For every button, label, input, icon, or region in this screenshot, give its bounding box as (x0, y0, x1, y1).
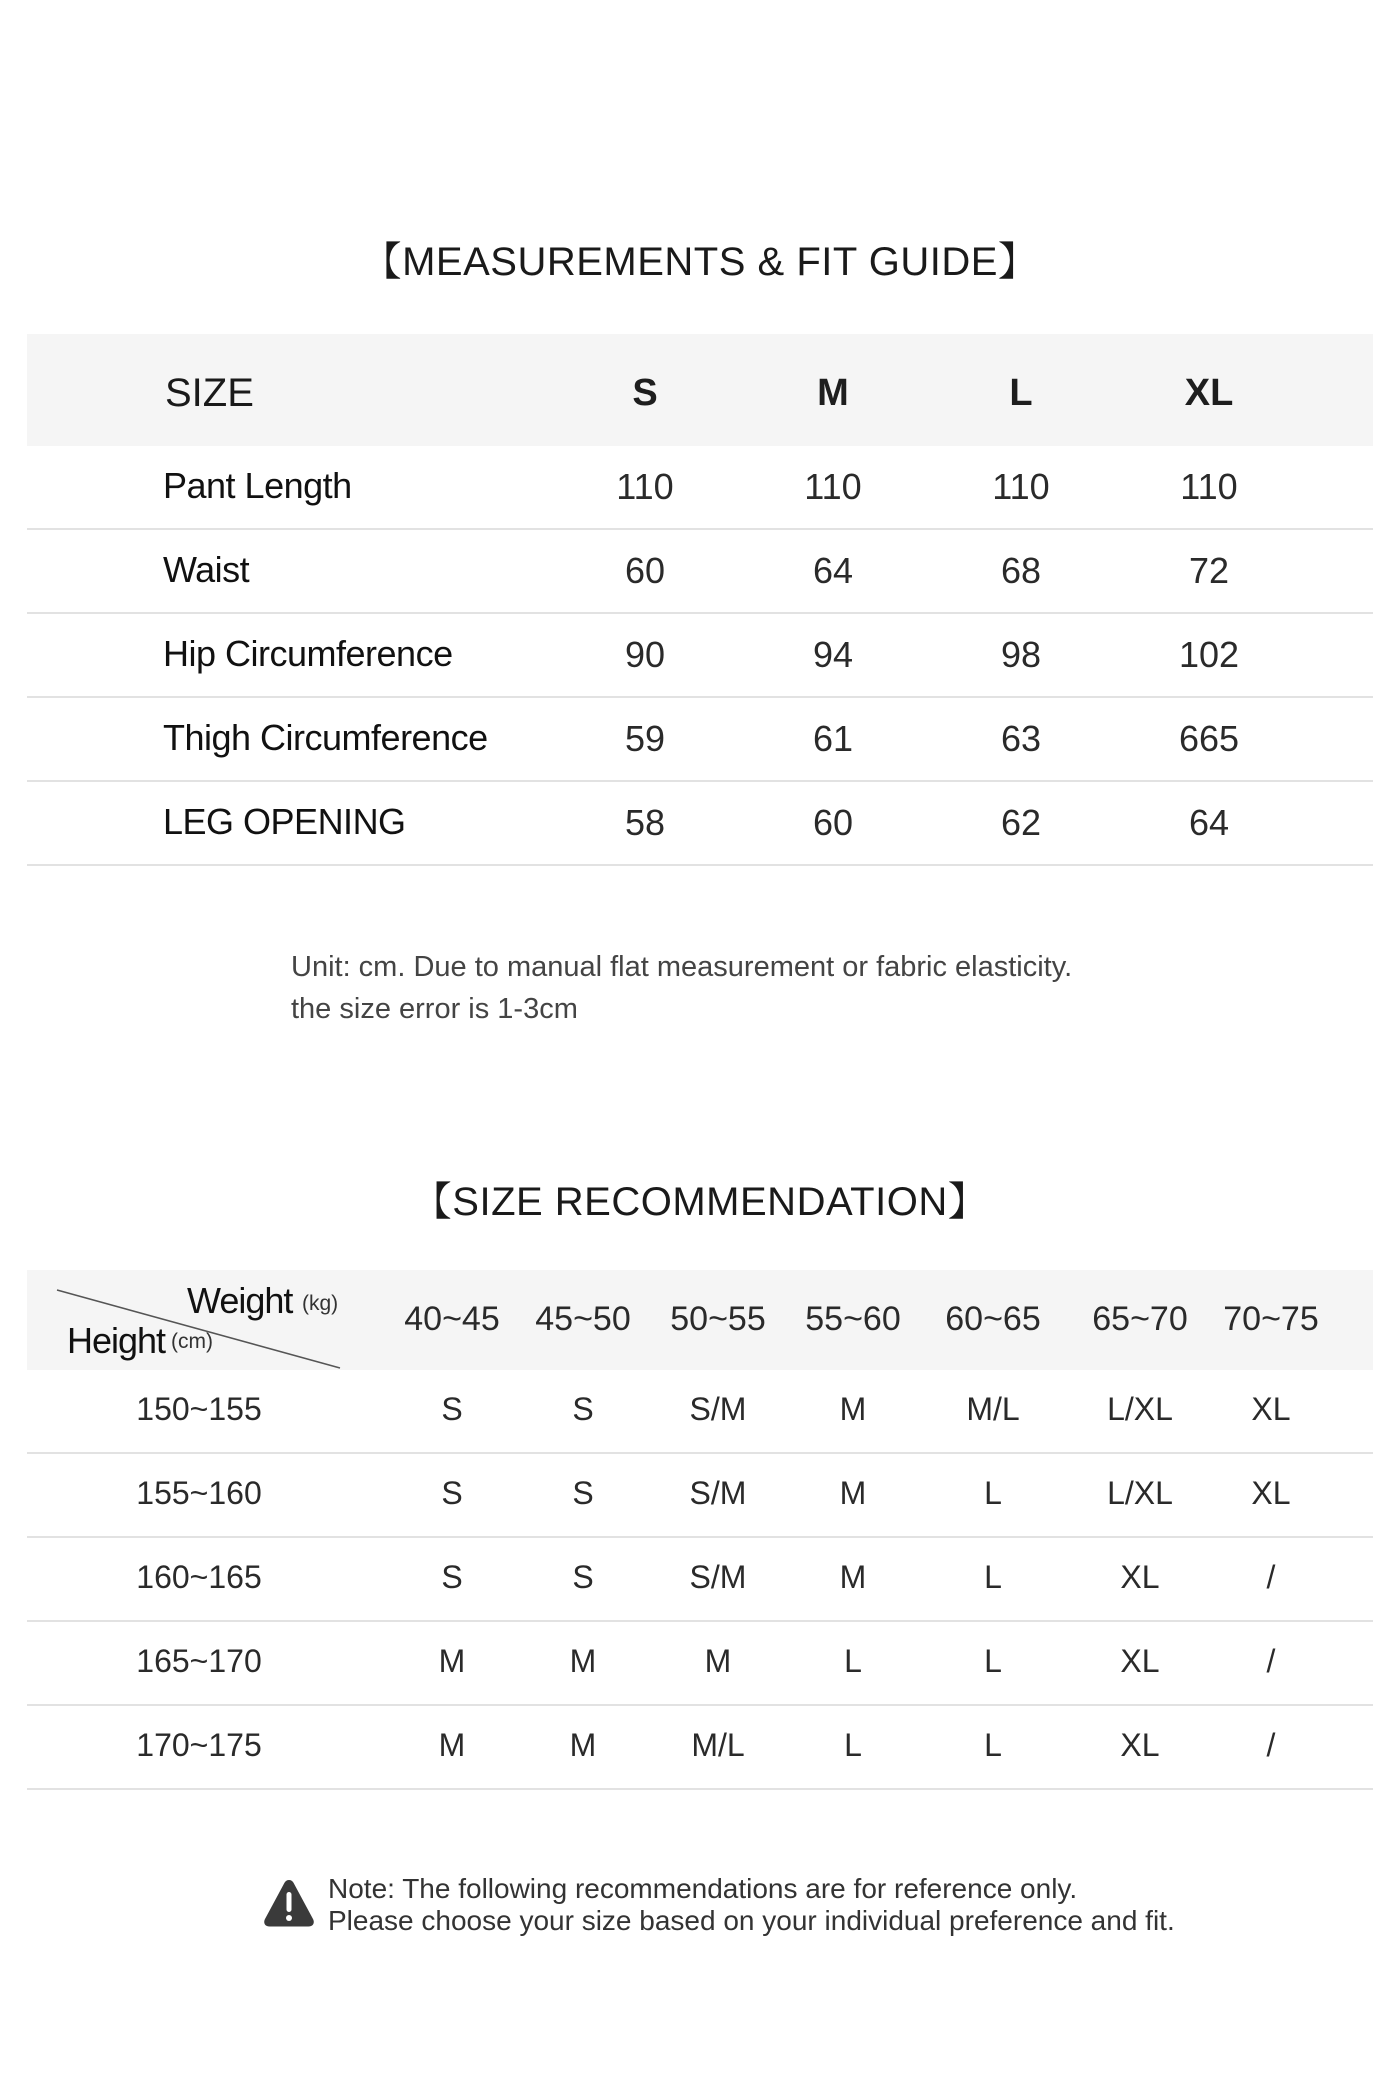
weight-range-header: 55~60 (805, 1300, 901, 1338)
height-range-cell: 150~155 (136, 1391, 262, 1427)
height-range-cell: 160~165 (136, 1559, 262, 1595)
note-line: Note: The following recommendations are for reference only. (328, 1873, 1078, 1904)
table-cell: 110 (992, 466, 1050, 507)
table-cell: M (569, 1727, 597, 1763)
table-cell: 58 (624, 802, 666, 843)
recommendation-table (27, 1270, 1373, 1790)
table-cell: 61 (812, 718, 854, 759)
table-cell: M (839, 1391, 867, 1427)
height-label: Height (67, 1320, 166, 1361)
recommendation-title: 【SIZE RECOMMENDATION】 (411, 1180, 989, 1224)
warning-icon (262, 1877, 316, 1929)
table-cell: S (572, 1391, 594, 1427)
weight-label: Weight (187, 1280, 293, 1321)
table-row (27, 1622, 1373, 1706)
height-unit: (cm) (171, 1330, 213, 1353)
note-line: Please choose your size based on your individual preference and fit. (328, 1905, 1175, 1936)
weight-range-header: 45~50 (535, 1300, 631, 1338)
weight-range-header: 40~45 (404, 1300, 500, 1338)
table-cell: L (844, 1727, 862, 1763)
height-range-cell: 155~160 (136, 1475, 262, 1511)
table-cell: M/L (966, 1391, 1020, 1427)
table-cell: M (839, 1559, 867, 1595)
table-cell: M (704, 1643, 732, 1679)
table-cell: M (839, 1475, 867, 1511)
table-row (27, 614, 1373, 698)
row-label: Waist (163, 549, 250, 590)
table-cell: 110 (1180, 466, 1238, 507)
size-header-m: M (817, 372, 849, 414)
table-row (27, 530, 1373, 614)
measurements-title: 【MEASUREMENTS & FIT GUIDE】 (361, 240, 1039, 284)
table-cell: S (572, 1559, 594, 1595)
height-range-cell: 165~170 (136, 1643, 262, 1679)
table-cell: S/M (689, 1475, 747, 1511)
table-cell: S/M (689, 1391, 747, 1427)
weight-range-header: 50~55 (670, 1300, 766, 1338)
table-cell: 62 (1000, 802, 1042, 843)
table-cell: 59 (624, 718, 666, 759)
table-cell: M/L (691, 1727, 745, 1763)
table-cell: 60 (624, 550, 666, 591)
table-cell: 94 (812, 634, 854, 675)
unit-note-line: Unit: cm. Due to manual flat measurement or fabric elasticity. (291, 951, 1073, 983)
table-cell: S (441, 1559, 463, 1595)
unit-note (291, 946, 1072, 1030)
table-cell: XL (1120, 1559, 1160, 1595)
table-row (27, 1454, 1373, 1538)
table-cell: L (844, 1643, 862, 1679)
table-cell: 68 (1000, 550, 1042, 591)
table-row (27, 698, 1373, 782)
table-cell: S (572, 1475, 594, 1511)
table-cell: / (1266, 1559, 1276, 1595)
size-header-label: SIZE (165, 371, 254, 415)
table-cell: L/XL (1107, 1475, 1173, 1511)
table-cell: XL (1120, 1643, 1160, 1679)
table-cell: M (438, 1643, 466, 1679)
table-cell: 90 (624, 634, 666, 675)
table-cell: / (1266, 1643, 1276, 1679)
table-cell: 110 (616, 466, 674, 507)
row-label: LEG OPENING (163, 801, 406, 842)
table-cell: S/M (689, 1559, 747, 1595)
table-row (27, 446, 1373, 530)
table-cell: 64 (1188, 802, 1230, 843)
table-cell: 60 (812, 802, 854, 843)
table-cell: 72 (1188, 550, 1230, 591)
recommendation-header-row (27, 1270, 1373, 1370)
table-cell: L (984, 1475, 1002, 1511)
size-header-l: L (1009, 372, 1033, 414)
weight-range-header: 60~65 (945, 1300, 1041, 1338)
table-cell: M (438, 1727, 466, 1763)
table-cell: L (984, 1727, 1002, 1763)
table-cell: 110 (804, 466, 862, 507)
measurements-table (27, 334, 1373, 866)
size-header-s: S (632, 372, 658, 414)
table-cell: XL (1251, 1391, 1291, 1427)
table-row (27, 1370, 1373, 1454)
table-cell: L (984, 1559, 1002, 1595)
table-row (27, 1538, 1373, 1622)
table-cell: 63 (1000, 718, 1042, 759)
row-label: Pant Length (163, 465, 352, 506)
table-row (27, 782, 1373, 866)
size-header-xl: XL (1184, 372, 1234, 414)
table-row (27, 1706, 1373, 1790)
table-cell: XL (1120, 1727, 1160, 1763)
weight-range-header: 70~75 (1223, 1300, 1319, 1338)
weight-range-header: 65~70 (1092, 1300, 1188, 1338)
table-cell: 64 (812, 550, 854, 591)
measurements-header-row (27, 334, 1373, 446)
table-cell: M (569, 1643, 597, 1679)
table-cell: 98 (1000, 634, 1042, 675)
table-cell: L/XL (1107, 1391, 1173, 1427)
unit-note-line: the size error is 1-3cm (291, 993, 578, 1025)
table-cell: 102 (1178, 634, 1240, 675)
height-range-cell: 170~175 (136, 1727, 262, 1763)
table-cell: S (441, 1475, 463, 1511)
table-cell: / (1266, 1727, 1276, 1763)
table-cell: S (441, 1391, 463, 1427)
row-label: Hip Circumference (163, 633, 453, 674)
table-cell: L (984, 1643, 1002, 1679)
row-label: Thigh Circumference (163, 717, 488, 758)
table-cell: XL (1251, 1475, 1291, 1511)
weight-unit: (kg) (302, 1292, 339, 1315)
table-cell: 665 (1178, 718, 1240, 759)
